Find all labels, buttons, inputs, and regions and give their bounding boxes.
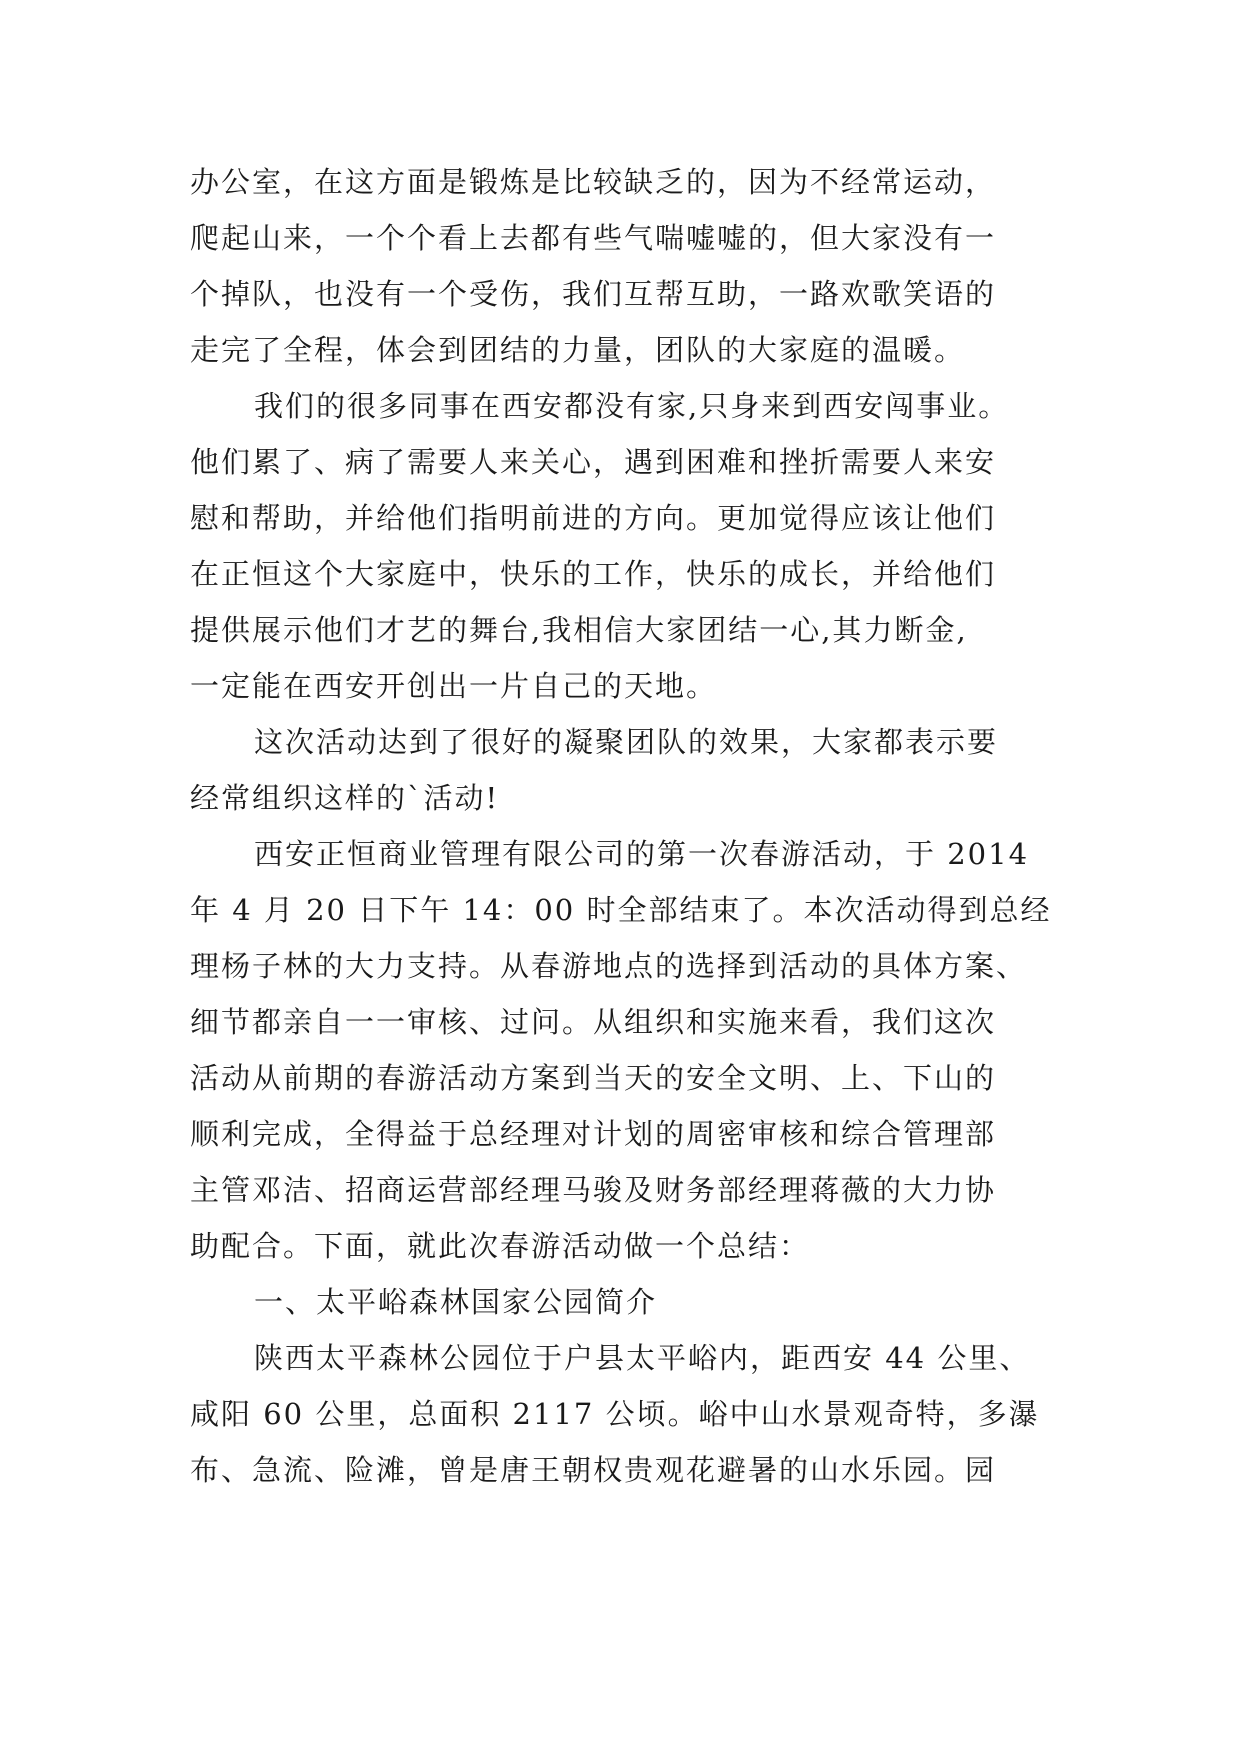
text-line: 走完了全程，体会到团结的力量，团队的大家庭的温暖。 — [190, 333, 966, 367]
text-line: 慰和帮助，并给他们指明前进的方向。更加觉得应该让他们 — [190, 501, 997, 535]
text-line: 个掉队，也没有一个受伤，我们互帮互助，一路欢歌笑语的 — [190, 277, 997, 311]
paragraph — [190, 378, 1060, 714]
text-line: 爬起山来，一个个看上去都有些气喘嘘嘘的，但大家没有一 — [190, 221, 997, 255]
text-line: 一、太平峪森林国家公园简介 — [254, 1285, 658, 1319]
text-line: 主管邓洁、招商运营部经理马骏及财务部经理蒋薇的大力协 — [190, 1173, 997, 1207]
document-body — [190, 154, 1060, 1498]
text-line: 西安正恒商业管理有限公司的第一次春游活动，于 2014 — [254, 837, 1030, 871]
text-line: 这次活动达到了很好的凝聚团队的效果，大家都表示要 — [254, 725, 999, 759]
text-line: 经常组织这样的`活动! — [190, 781, 500, 815]
text-line: 助配合。下面，就此次春游活动做一个总结： — [190, 1229, 811, 1263]
text-line: 办公室，在这方面是锻炼是比较缺乏的，因为不经常运动， — [190, 165, 997, 199]
text-line: 活动从前期的春游活动方案到当天的安全文明、上、下山的 — [190, 1061, 997, 1095]
text-line: 陕西太平森林公园位于户县太平峪内，距西安 44 公里、 — [254, 1341, 1031, 1375]
paragraph — [190, 826, 1060, 1274]
paragraph — [190, 1330, 1060, 1498]
text-line: 年 4 月 20 日下午 14：00 时全部结束了。本次活动得到总经 — [190, 893, 1052, 927]
text-line: 顺利完成，全得益于总经理对计划的周密审核和综合管理部 — [190, 1117, 997, 1151]
text-line: 咸阳 60 公里，总面积 2117 公顷。峪中山水景观奇特，多瀑 — [190, 1397, 1040, 1431]
text-line: 他们累了、病了需要人来关心，遇到困难和挫折需要人来安 — [190, 445, 997, 479]
text-line: 我们的很多同事在西安都没有家,只身来到西安闯事业。 — [254, 389, 1010, 423]
text-line: 提供展示他们才艺的舞台,我相信大家团结一心,其力断金, — [190, 613, 968, 647]
paragraph — [190, 714, 1060, 826]
text-line: 布、急流、险滩，曾是唐王朝权贵观花避暑的山水乐园。园 — [190, 1453, 997, 1487]
paragraph — [190, 1274, 1060, 1330]
text-line: 一定能在西安开创出一片自己的天地。 — [190, 669, 718, 703]
text-line: 细节都亲自一一审核、过问。从组织和实施来看，我们这次 — [190, 1005, 997, 1039]
paragraph — [190, 154, 1060, 378]
text-line: 理杨子林的大力支持。从春游地点的选择到活动的具体方案、 — [190, 949, 1028, 983]
text-line: 在正恒这个大家庭中，快乐的工作，快乐的成长，并给他们 — [190, 557, 997, 591]
